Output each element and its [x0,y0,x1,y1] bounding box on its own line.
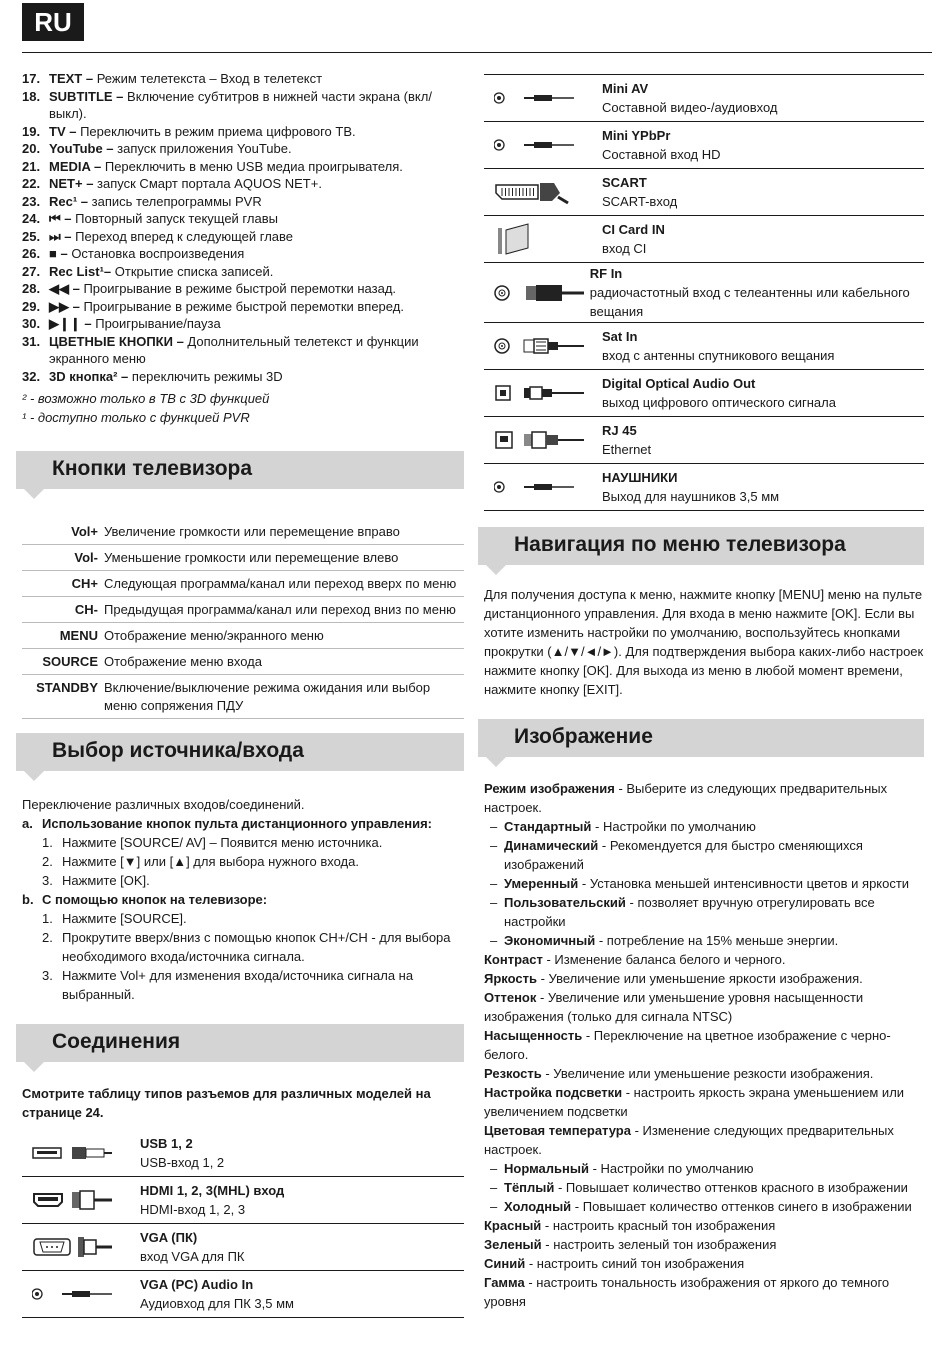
section-title: Соединения [52,1030,181,1053]
usb-connector-icon [22,1130,140,1176]
connection-label [140,1228,245,1266]
option-text [504,1178,908,1197]
connection-name: VGA (ПК) [140,1230,198,1245]
button-key: CH+ [22,571,104,597]
item-text [49,245,464,263]
setting-key: Режим изображения [484,781,615,796]
source-option-b [22,890,464,909]
step-number: 1. [42,835,53,850]
color-temp-list [484,1159,924,1216]
option-key: Тёплый [504,1180,555,1195]
item-desc: запуск приложения YouTube. [113,141,292,156]
item-text [49,228,464,246]
setting-desc: - настроить красный тон изображения [541,1218,776,1233]
item-number: 32. [22,368,41,384]
item-key: ЦВЕТНЫЕ КНОПКИ – [49,333,184,349]
connection-name: Digital Optical Audio Out [602,376,756,391]
connections-note: Смотрите таблицу типов разъемов для различных моделей на странице 24. [22,1086,431,1120]
button-key: MENU [22,623,104,649]
option-label: a. [22,816,33,831]
button-key: SOURCE [22,649,104,675]
mini-ypbpr-icon [484,122,602,168]
connection-label [602,220,665,258]
connection-row [22,1271,464,1318]
item-text [49,333,464,368]
connection-name: RJ 45 [602,423,637,438]
section-title: Навигация по меню телевизора [514,533,846,556]
item-key: ■ – [49,246,68,261]
connection-label [602,327,834,365]
option-desc: - Рекомендуется для быстро сменяющихся изображений [504,838,863,872]
step-text: Нажмите [SOURCE/ AV] – Появится меню источника. [62,835,383,850]
setting-desc: - настроить синий тон изображения [525,1256,745,1271]
remote-key-item [22,175,464,193]
item-number: 31. [22,333,41,349]
setting-desc: - Увеличение или уменьшение яркости изображения. [536,971,863,986]
connection-desc: вход VGA для ПК [140,1249,245,1264]
source-a-steps [22,833,464,890]
item-text [49,263,464,281]
audio-jack-icon [22,1271,140,1317]
step-text: Нажмите [OK]. [62,873,150,888]
option-desc: - потребление на 15% меньше энергии. [595,933,839,948]
remote-key-item [22,158,464,176]
connection-label [602,421,651,459]
remote-key-item [22,315,464,333]
step-number: 3. [42,968,53,983]
option-text [504,1159,754,1178]
step-item [22,909,464,928]
step-item [22,966,464,1004]
right-column [484,74,924,1311]
connection-name: Mini YPbPr [602,128,671,143]
connection-row [484,122,924,169]
item-text [49,193,464,211]
option-text [504,874,909,893]
setting-key: Резкость [484,1066,542,1081]
item-number: 29. [22,298,41,314]
connection-desc: радиочастотный вход с телеантенны или кабельного вещания [589,285,910,319]
footnote-pvr: ¹ - доступно только с функцией PVR [22,410,250,425]
option-text [504,817,756,836]
item-number: 18. [22,88,41,104]
source-intro: Переключение различных входов/соединений. [22,797,305,812]
setting-item [484,1254,924,1273]
option-item [484,836,924,874]
connection-desc: Составной видео-/аудиовход [602,100,778,115]
option-desc: - Повышает количество оттенков синего в изображении [571,1199,912,1214]
option-key: Экономичный [504,933,596,948]
setting-key: Синий [484,1256,526,1271]
setting-item [484,1026,924,1064]
setting-desc: - Увеличение или уменьшение резкости изображения. [541,1066,874,1081]
setting-key: Настройка подсветки [484,1085,623,1100]
section-title: Выбор источника/входа [52,739,304,762]
item-desc: запуск Смарт портала AQUOS NET+. [93,176,322,191]
setting-desc: - Выберите из следующих предварительных настроек. [484,781,888,815]
item-number: 20. [22,141,41,156]
connection-desc: HDMI-вход 1, 2, 3 [140,1202,246,1217]
tv-buttons-table [22,519,464,719]
item-key: ⏭ – [49,228,72,244]
item-number: 17. [22,71,41,86]
left-column [22,70,464,1318]
item-key: YouTube – [49,141,114,156]
item-desc: Переключить в меню USB медиа проигрывателя. [101,158,403,174]
connection-row [22,1177,464,1224]
language-badge: RU [22,3,84,41]
connection-desc: Выход для наушников 3,5 мм [602,489,780,504]
item-text [49,315,464,333]
item-text [49,140,464,158]
option-key: Стандартный [504,819,592,834]
item-key: ⏮ – [49,211,72,226]
setting-item [484,950,924,969]
item-text [49,123,464,141]
section-header-image [478,719,924,757]
setting-desc: - настроить яркость экрана уменьшением или увеличением подсветки [484,1085,905,1119]
tv-button-row [22,623,464,649]
source-b-steps [22,909,464,1004]
dash-marker: – [490,1180,498,1195]
button-key: Vol- [22,545,104,571]
step-text: Прокрутите вверх/вниз с помощью кнопок CH+/CH - для выбора необходимого входа/источника сигнала. [62,930,451,964]
connections-right-list [484,75,924,511]
connection-desc: USB-вход 1, 2 [140,1155,225,1170]
option-key: Пользовательский [504,895,626,910]
connection-desc: вход CI [602,241,647,256]
option-item [484,817,924,836]
connection-row [484,464,924,511]
remote-key-item [22,298,464,316]
option-item [484,931,924,950]
item-number: 27. [22,263,41,279]
item-number: 26. [22,246,41,261]
step-number: 3. [42,873,53,888]
connection-desc: Составной вход HD [602,147,721,162]
setting-key: Оттенок [484,990,537,1005]
item-text [49,368,464,386]
item-desc: Дополнительный телетекст и функции экранного меню [49,333,419,366]
setting-key: Цветовая температура [484,1123,631,1138]
item-desc: Повторный запуск текущей главы [71,211,278,226]
connection-row [484,216,924,263]
connection-label [140,1181,284,1219]
hdmi-connector-icon [22,1177,140,1223]
option-text [504,893,924,931]
section-header-tv-buttons [16,451,464,489]
connection-row [22,1224,464,1271]
dash-marker: – [490,1199,498,1214]
item-number: 22. [22,176,41,191]
step-text: Нажмите Vol+ для изменения входа/источника сигнала на выбранный. [62,968,414,1002]
item-text [49,280,464,298]
connection-name: НАУШНИКИ [602,470,678,485]
connection-label [590,264,924,321]
button-desc: Увеличение громкости или перемещение вправо [104,519,464,545]
setting-item [484,1216,924,1235]
button-desc: Отображение меню/экранного меню [104,623,464,649]
option-key: Умеренный [504,876,579,891]
option-item [484,874,924,893]
option-desc: - Повышает количество оттенков красного в изображении [554,1180,908,1195]
button-desc: Отображение меню входа [104,649,464,675]
setting-key: Насыщенность [484,1028,583,1043]
item-desc: переключить режимы 3D [128,368,283,384]
remote-key-item [22,280,464,298]
picture-mode [484,779,924,817]
connection-name: USB 1, 2 [140,1136,193,1151]
setting-desc: - Увеличение или уменьшение уровня насыщенности изображения (только для сигнала NTSC) [484,990,864,1024]
item-key: MEDIA – [49,158,102,174]
remote-key-item [22,245,464,263]
remote-key-item [22,263,464,281]
connection-row [484,370,924,417]
item-text [49,175,464,193]
item-desc: Переключить в режим приема цифрового ТВ. [76,123,356,139]
option-desc: - Установка меньшей интенсивности цветов и яркости [578,876,910,891]
rf-connector-icon [484,263,590,322]
option-item [484,893,924,931]
item-text [49,88,464,123]
setting-desc: - настроить зеленый тон изображения [541,1237,777,1252]
remote-key-item [22,140,464,158]
dash-marker: – [490,819,498,834]
option-item [484,1159,924,1178]
tv-button-row [22,675,464,719]
item-number: 30. [22,316,41,331]
step-item [22,852,464,871]
setting-item [484,1273,924,1311]
option-item [484,1178,924,1197]
item-number: 25. [22,228,41,244]
button-desc: Предыдущая программа/канал или переход вниз по меню [104,597,464,623]
setting-item [484,988,924,1026]
connection-name: Mini AV [602,81,649,96]
step-text: Нажмите [SOURCE]. [62,911,187,926]
footnote-3d: ² - возможно только в ТВ с 3D функцией [22,391,270,406]
tv-button-row [22,519,464,545]
option-title: Использование кнопок пульта дистанционного управления: [42,816,432,831]
vga-connector-icon [22,1224,140,1270]
optical-connector-icon [484,370,602,416]
remote-key-item [22,193,464,211]
option-text [504,1197,912,1216]
section-title: Изображение [514,725,653,748]
setting-desc: - настроить тональность изображения от яркого до темного уровня [484,1275,890,1309]
item-text [49,210,464,228]
setting-key: Зеленый [484,1237,542,1252]
picture-mode-list [484,817,924,950]
connection-row [484,75,924,122]
step-item [22,871,464,890]
rj45-connector-icon [484,417,602,463]
setting-item [484,1121,924,1159]
option-key: Динамический [504,838,599,853]
step-number: 1. [42,911,53,926]
connection-name: SCART [602,175,647,190]
remote-key-item [22,123,464,141]
step-number: 2. [42,930,53,945]
step-text: Нажмите [▼] или [▲] для выбора нужного входа. [62,854,359,869]
color-settings-list [484,1216,924,1311]
tv-button-row [22,545,464,571]
setting-item [484,1235,924,1254]
remote-key-item [22,88,464,123]
connection-name: Sat In [602,329,638,344]
option-title: С помощью кнопок на телевизоре: [42,892,268,907]
item-text [49,298,464,316]
setting-key: Гамма [484,1275,525,1290]
headphone-jack-icon [484,464,602,510]
item-number: 28. [22,281,41,296]
connection-row [22,1130,464,1177]
option-item [484,1197,924,1216]
item-key: ▶▶ – [49,298,80,314]
connection-row [484,169,924,216]
connection-label [140,1275,294,1313]
step-item [22,928,464,966]
setting-desc: - Изменение баланса белого и черного. [542,952,786,967]
connection-name: RF In [589,266,623,281]
item-number: 19. [22,123,41,139]
connection-desc: SCART-вход [602,194,678,209]
connection-row [484,323,924,370]
item-key: ◀◀ – [49,281,80,296]
item-key: Rec¹ – [49,193,89,209]
section-header-navigation [478,527,924,565]
connection-name: CI Card IN [602,222,665,237]
connection-label [602,79,778,117]
item-number: 23. [22,193,41,209]
remote-key-list [22,70,464,385]
item-desc: Проигрывание/пауза [91,316,221,331]
dash-marker: – [490,895,498,910]
connection-label [602,126,721,164]
connection-label [602,173,677,211]
connection-name: HDMI 1, 2, 3(MHL) вход [140,1183,285,1198]
setting-key: Красный [484,1218,542,1233]
item-key: TEXT – [49,71,94,86]
remote-key-item [22,210,464,228]
item-key: ▶❙❙ – [49,316,92,331]
item-key: 3D кнопка² – [49,368,129,384]
dash-marker: – [490,876,498,891]
setting-key: Контраст [484,952,543,967]
button-key: Vol+ [22,519,104,545]
connections-left-list [22,1130,464,1318]
connection-row [484,263,924,323]
picture-settings-list [484,950,924,1159]
option-key: Холодный [504,1199,572,1214]
button-desc: Включение/выключение режима ожидания или выбор меню сопряжения ПДУ [104,675,464,719]
connection-desc: Ethernet [602,442,652,457]
item-key: SUBTITLE – [49,88,124,104]
remote-key-item [22,70,464,88]
setting-key: Яркость [484,971,537,986]
remote-key-item [22,228,464,246]
section-header-source [16,733,464,771]
item-desc: запись телепрограммы PVR [88,193,262,209]
item-desc: Остановка воспроизведения [67,246,245,261]
connection-desc: Аудиовход для ПК 3,5 мм [140,1296,294,1311]
option-text [504,931,838,950]
connection-desc: вход с антенны спутникового вещания [602,348,835,363]
connection-label [602,374,836,412]
setting-item [484,1064,924,1083]
scart-connector-icon [484,169,602,215]
tv-button-row [22,597,464,623]
item-desc: Переход вперед к следующей главе [71,228,294,244]
section-title: Кнопки телевизора [52,457,253,480]
item-desc: Открытие списка записей. [111,263,274,279]
connection-row [484,417,924,464]
remote-key-item [22,368,464,386]
button-desc: Уменьшение громкости или перемещение влево [104,545,464,571]
option-desc: - Настройки по умолчанию [588,1161,754,1176]
ci-card-icon [484,216,602,262]
source-option-a [22,814,464,833]
option-label: b. [22,892,34,907]
dash-marker: – [490,933,498,948]
connection-name: VGA (PC) Audio In [140,1277,254,1292]
connection-label [140,1134,224,1172]
item-key: TV – [49,123,77,139]
remote-key-item [22,333,464,368]
connection-desc: выход цифрового оптического сигнала [602,395,836,410]
button-key: STANDBY [22,675,104,719]
item-text [49,70,464,88]
option-desc: - позволяет вручную отрегулировать все настройки [504,895,875,929]
item-key: Rec List¹– [49,263,112,279]
item-number: 21. [22,158,41,174]
option-key: Нормальный [504,1161,589,1176]
dash-marker: – [490,1161,498,1176]
option-text [504,836,924,874]
step-number: 2. [42,854,53,869]
item-text [49,158,464,176]
item-desc: Проигрывание в режиме быстрой перемотки вперед. [79,298,404,314]
mini-av-icon [484,75,602,121]
setting-desc: - Переключение на цветное изображение с черно-белого. [484,1028,891,1062]
section-header-connections [16,1024,464,1062]
tv-button-row [22,649,464,675]
sat-connector-icon [484,323,602,369]
item-number: 24. [22,211,41,226]
button-desc: Следующая программа/канал или переход вверх по меню [104,571,464,597]
button-key: CH- [22,597,104,623]
item-desc: Режим телетекста – Вход в телетекст [93,71,323,86]
step-item [22,833,464,852]
header-rule [22,52,932,53]
setting-desc: - Изменение следующих предварительных настроек. [484,1123,894,1157]
option-desc: - Настройки по умолчанию [591,819,756,834]
tv-button-row [22,571,464,597]
item-desc: Включение субтитров в нижней части экрана (вкл/выкл). [49,88,432,121]
connection-label [602,468,779,506]
item-desc: Проигрывание в режиме быстрой перемотки назад. [79,281,397,296]
dash-marker: – [490,838,498,853]
navigation-text: Для получения доступа к меню, нажмите кнопку [MENU] меню на пульте дистанционного управления. Для входа в меню нажмите [OK]. Если вы хотите изменить настройки по умолчанию, воспользуйтесь кнопками прокрутки (▲/▼/◄/►). Для подтверждения выбора каких-либо настроек нажмите кнопку [OK]. Для выхода из меню в любой момент времени, нажмите кнопку [EXIT]. [484,587,924,697]
item-key: NET+ – [49,176,94,191]
setting-item [484,1083,924,1121]
setting-item [484,969,924,988]
